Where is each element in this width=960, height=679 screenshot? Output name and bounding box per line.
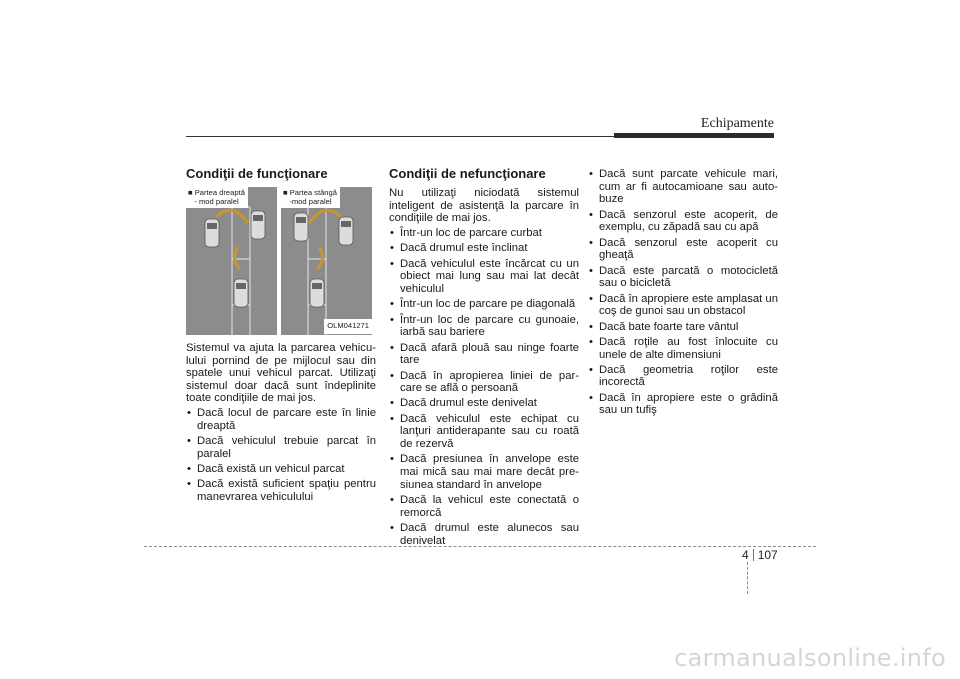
list-item: • Dacă în apropiere este amplasat un coş de gunoi sau un obstacol [588,293,778,318]
parking-figure [186,187,372,335]
figure-panel-left-side [281,187,372,335]
section-heading-operating-conditions: Condiţii de funcţionare [186,166,328,181]
list-item: • Dacă vehiculul este echipat cu lanţuri antiderapante sau cu roată de rezervă [389,413,579,451]
list-item: • Într-un loc de parcare pe diagonală [389,298,579,311]
list-item: • Dacă este parcată o motocicletă sau o bicicletă [588,265,778,290]
list-item: • Dacă bate foarte tare vântul [588,321,778,334]
page-number-separator [753,549,754,561]
chapter-number: 4 [742,548,749,562]
operating-conditions-list [186,407,376,504]
list-item: • Dacă în apropiere este o grădină sau un tufiş [588,392,778,417]
list-item: • Într-un loc de parcare curbat [389,227,579,240]
list-item: • Dacă la vehicul este conectată o remorcă [389,494,579,519]
list-item: • Dacă vehiculul este încărcat cu un obiect mai lung sau mai lat decât vehiculul [389,258,579,296]
section-heading-non-operating-conditions: Condiţii de nefuncţionare [389,166,546,181]
list-item: • Dacă în apropierea liniei de par-care se află o persoană [389,370,579,395]
list-item: • Dacă presiunea în anvelope este mai mică sau mai mare decât pre-siunea standard în anvelope [389,453,579,491]
list-item: • Dacă senzorul este acoperit, de exemplu, cu zăpadă sau cu apă [588,209,778,234]
parallel-parking-right-illustration [186,187,277,335]
non-operating-intro-text: Nu utilizaţi niciodată sistemul inteligent de asistenţă la parcare în condiţiile de mai jos. [389,187,579,225]
header-bar [614,133,774,138]
list-item: • Dacă drumul este înclinat [389,242,579,255]
list-item: • Dacă roţile au fost înlocuite cu unele de alte dimensiuni [588,336,778,361]
non-operating-conditions-list [389,227,579,547]
parallel-parking-left-illustration [281,187,372,335]
footer-vertical-dashes [747,562,748,594]
figure-label-left-side: ■ Partea stângă -mod paralel [281,187,340,208]
list-item: • Dacă drumul este alunecos sau denivelat [389,522,579,547]
watermark-text: carmanualsonline.info [674,644,946,672]
column-operating-conditions [186,166,376,506]
page-number [742,548,778,562]
figure-label-right-side: ■ Partea dreaptă - mod paralel [186,187,248,208]
list-item: • Dacă senzorul este acoperit cu gheaţă [588,237,778,262]
figure-code: OLM041271 [324,319,372,334]
list-item: • Dacă sunt parcate vehicule mari, cum ar fi autocamioane sau auto-buze [588,168,778,206]
list-item: • Dacă există suficient spaţiu pentru manevrarea vehiculului [186,478,376,503]
footer-dashed-rule [144,546,816,547]
list-item: • Dacă geometria roţilor este incorectă [588,364,778,389]
operating-intro-text: Sistemul va ajuta la parcarea vehicu-lului pornind de pe mijlocul sau din spatele unui vehicul parcat. Utilizaţi sistemul doar dacă sunt îndeplinite toate condiţiile de mai jos. [186,342,376,405]
page-header-title: Echipamente [700,116,774,131]
list-item: • Dacă vehiculul trebuie parcat în paralel [186,435,376,460]
list-item: • Dacă locul de parcare este în linie dreaptă [186,407,376,432]
header-rule [186,136,614,137]
column-non-operating-continued [588,168,778,420]
list-item: • Într-un loc de parcare cu gunoaie, iarbă sau bariere [389,314,579,339]
list-item: • Dacă afară plouă sau ninge foarte tare [389,342,579,367]
list-item: • Dacă există un vehicul parcat [186,463,376,476]
list-item: • Dacă drumul este denivelat [389,397,579,410]
non-operating-conditions-list-continued [588,168,778,417]
page-number-value: 107 [757,548,778,562]
column-non-operating-conditions [389,166,579,550]
figure-panel-right-side [186,187,277,335]
